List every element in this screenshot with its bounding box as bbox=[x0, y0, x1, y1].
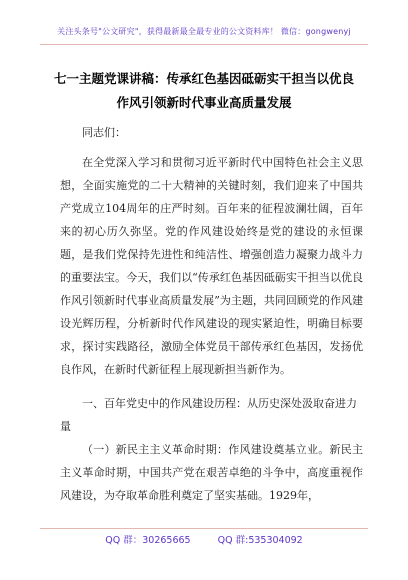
footer-qq-group-2: QQ 群:535304092 bbox=[217, 535, 303, 546]
header-promo-note: 关注头条号"公文研究"，获得最新最全最专业的公文资料库！ 微信：gongwenyj bbox=[57, 27, 351, 36]
paragraph-section-1: （一）新民主主义革命时期：作风建设奠基立业。新民主主义革命时期，中国共产党在艰苦卓绝的斗争中，高度重视作风建设，为夺取革命胜利奠定了坚实基础。1929年， bbox=[60, 443, 363, 502]
paragraph-intro: 在全党深入学习和贯彻习近平新时代中国特色社会主义思想，全面实施党的二十大精神的关键时刻，我们迎来了中国共产党成立104周年的庄严时刻。百年来的征程波澜壮阔，百年来的初心历久弥坚。党的作风建设始终是党的建设的永恒课题，是我们党保持先进性和纯洁性、增强创造力凝聚力战斗力的重要法宝。今天，我们以“传承红色基因砥砺实干担当以优良作风引领新时代事业高质量发展”为主题，共同回顾党的作风建设光辉历程，分析新时代作风建设的现实紧迫性，明确目标要求，探讨实践路径，激励全体党员干部传承红色基因，发扬优良作风，在新时代新征程上展现新担当新作为。 bbox=[60, 156, 363, 376]
document-title: 七一主题党课讲稿：传承红色基因砥砺实干担当以优良作风引领新时代事业高质量发展 bbox=[53, 71, 354, 110]
footer-qq-group-1: QQ 群：30265665 bbox=[105, 535, 191, 546]
section-heading: 一、百年党史中的作风建设历程：从历史深处汲取奋进力量 bbox=[60, 397, 357, 433]
header-divider bbox=[40, 44, 368, 45]
salutation: 同志们： bbox=[82, 126, 126, 139]
footer bbox=[0, 532, 408, 546]
footer-divider bbox=[40, 528, 368, 529]
